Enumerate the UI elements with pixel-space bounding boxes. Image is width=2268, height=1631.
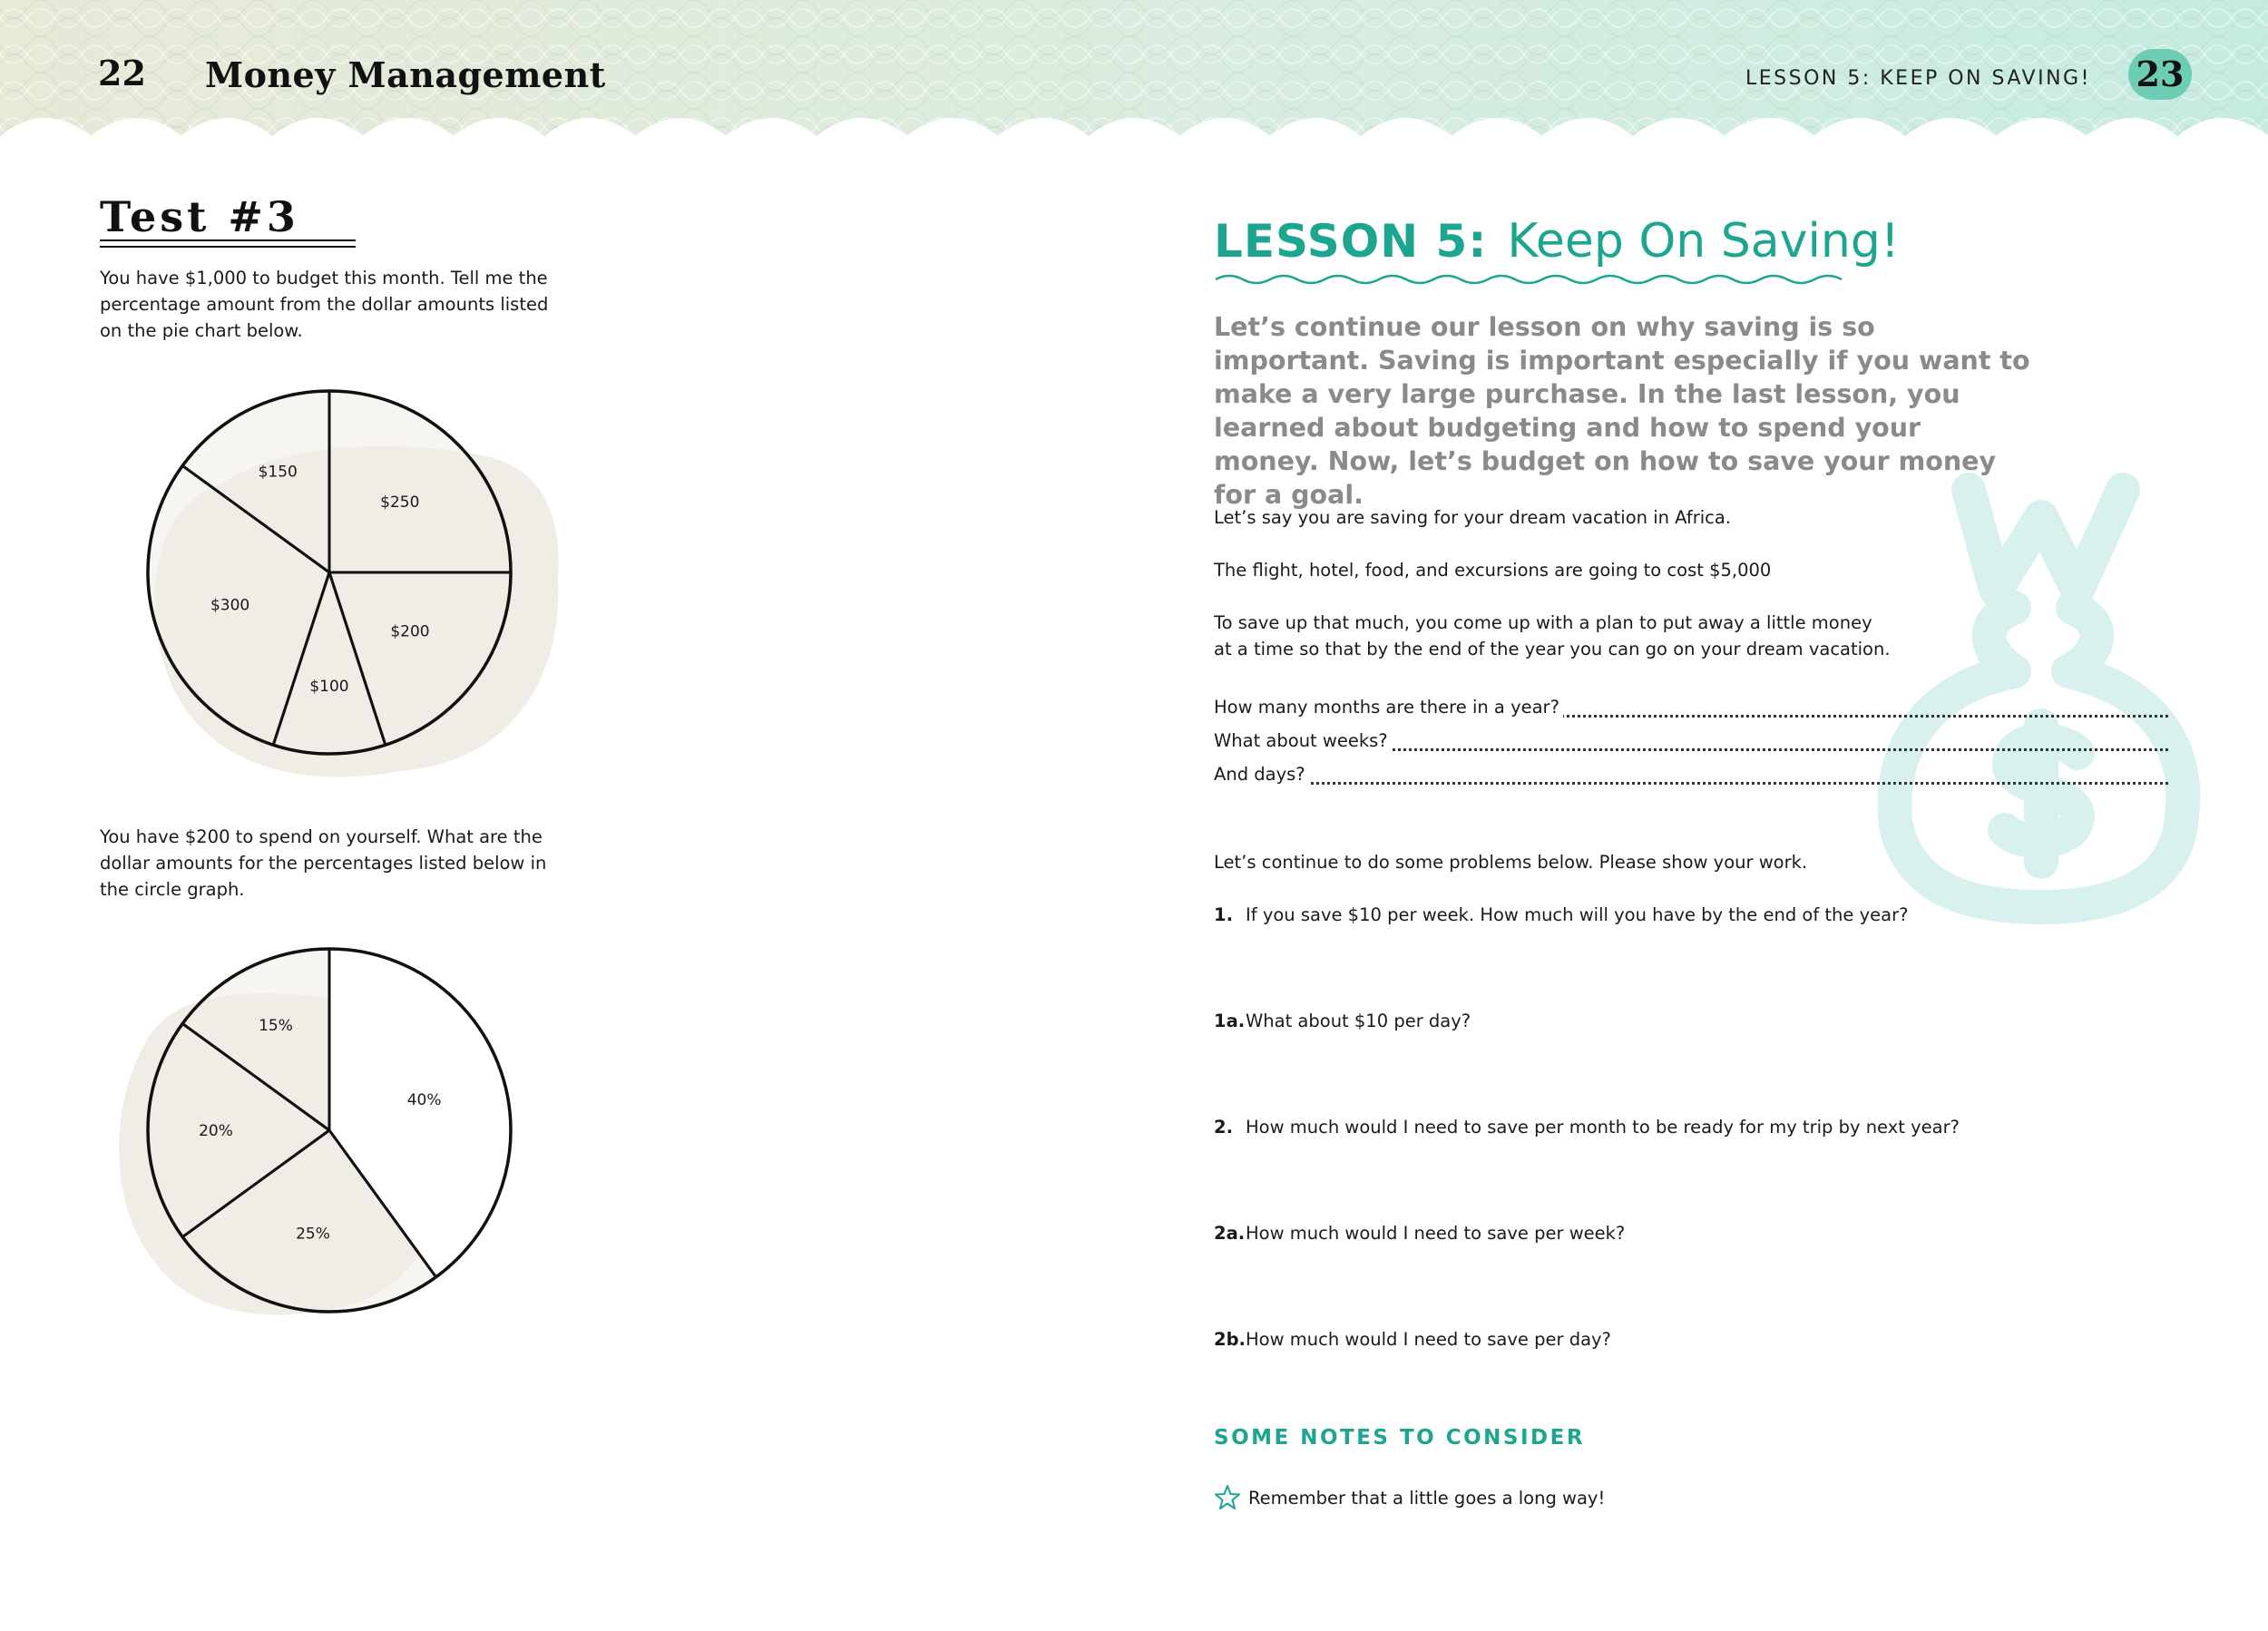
fill-in-question: And days? <box>1214 764 1309 785</box>
paragraph-cost: The flight, hotel, food, and excursions are going to cost $5,000 <box>1214 560 1772 581</box>
fill-in-weeks[interactable] <box>1214 730 2168 757</box>
note-item <box>1214 1484 1605 1511</box>
problem-number: 2b. <box>1214 1329 1246 1350</box>
pie-slice-label: $300 <box>210 596 250 615</box>
fill-in-question: How many months are there in a year? <box>1214 697 1563 718</box>
test-title-underline <box>100 239 356 248</box>
question-1-text: You have $1,000 to budget this month. Tell me the percentage amount from the dollar amounts listed on the pie chart below. <box>100 268 549 341</box>
pie-chart-percentages <box>91 934 599 1333</box>
problem-number: 2. <box>1214 1117 1233 1138</box>
fill-in-days[interactable] <box>1214 764 2168 791</box>
problems-intro: Let’s continue to do some problems below. Please show your work. <box>1214 852 1808 873</box>
pie-slice-label: $150 <box>258 463 298 482</box>
lesson-title <box>1214 214 1900 269</box>
paragraph-plan-line-2: at a time so that by the end of the year you can go on your dream vacation. <box>1214 639 1891 659</box>
pie-slice <box>329 391 511 572</box>
notes-heading: SOME NOTES TO CONSIDER <box>1214 1426 1586 1450</box>
pie-slice-label: 25% <box>296 1225 330 1244</box>
problem-text: How much would I need to save per month to be ready for my trip by next year? <box>1246 1117 1960 1138</box>
problem-text: What about $10 per day? <box>1246 1011 1471 1031</box>
star-icon <box>1214 1484 1241 1511</box>
paragraph-plan-line-1: To save up that much, you come up with a plan to put away a little money <box>1214 612 1872 633</box>
pie-slice-label: 20% <box>199 1122 233 1140</box>
running-head: LESSON 5: KEEP ON SAVING! <box>1745 67 2091 90</box>
paragraph-africa: Let’s say you are saving for your dream vacation in Africa. <box>1214 507 1731 528</box>
pie-slice-label: $250 <box>380 493 420 513</box>
pie-chart-dollars <box>91 372 599 798</box>
question-2-text: You have $200 to spend on yourself. What are the dollar amounts for the percentages listed below in the circle graph. <box>100 826 547 900</box>
lesson-label: LESSON 5: <box>1214 215 1488 268</box>
problem-item <box>1214 1220 1625 1246</box>
fill-in-months[interactable] <box>1214 697 2168 724</box>
header-band <box>0 0 2268 159</box>
left-page-number: 22 <box>98 53 146 93</box>
problem-text: How much would I need to save per week? <box>1246 1223 1626 1244</box>
problem-item <box>1214 1008 1471 1034</box>
fill-in-question: What about weeks? <box>1214 730 1392 751</box>
problem-text: If you save $10 per week. How much will you have by the end of the year? <box>1246 904 1909 925</box>
pie-slice-label: 15% <box>259 1017 293 1036</box>
problem-item <box>1214 1114 1960 1140</box>
problem-number: 1a. <box>1214 1011 1246 1031</box>
note-text: Remember that a little goes a long way! <box>1248 1487 1606 1509</box>
lesson-name: Keep On Saving! <box>1507 214 1900 269</box>
problem-item <box>1214 1326 1611 1353</box>
book-title: Money Management <box>205 54 606 95</box>
money-bag-icon <box>1860 454 2223 925</box>
intro-paragraph: Let’s continue our lesson on why saving is so important. Saving is important especially if you want to make a very large purchase. In the last lesson, you learned about budgeting and how to spend your money. Now, let’s budget on how to save your money for a goal. <box>1214 312 2030 510</box>
pie-slice-label: $100 <box>309 678 349 696</box>
pie-slice-label: $200 <box>390 622 430 641</box>
problem-item <box>1214 902 1908 928</box>
right-page-number: 23 <box>2128 49 2192 100</box>
problem-number: 1. <box>1214 904 1233 925</box>
problem-text: How much would I need to save per day? <box>1246 1329 1611 1350</box>
pie-slice-label: 40% <box>406 1091 442 1110</box>
test-title: Test #3 <box>100 192 299 241</box>
wavy-underline <box>1214 270 1849 288</box>
problem-number: 2a. <box>1214 1223 1246 1244</box>
